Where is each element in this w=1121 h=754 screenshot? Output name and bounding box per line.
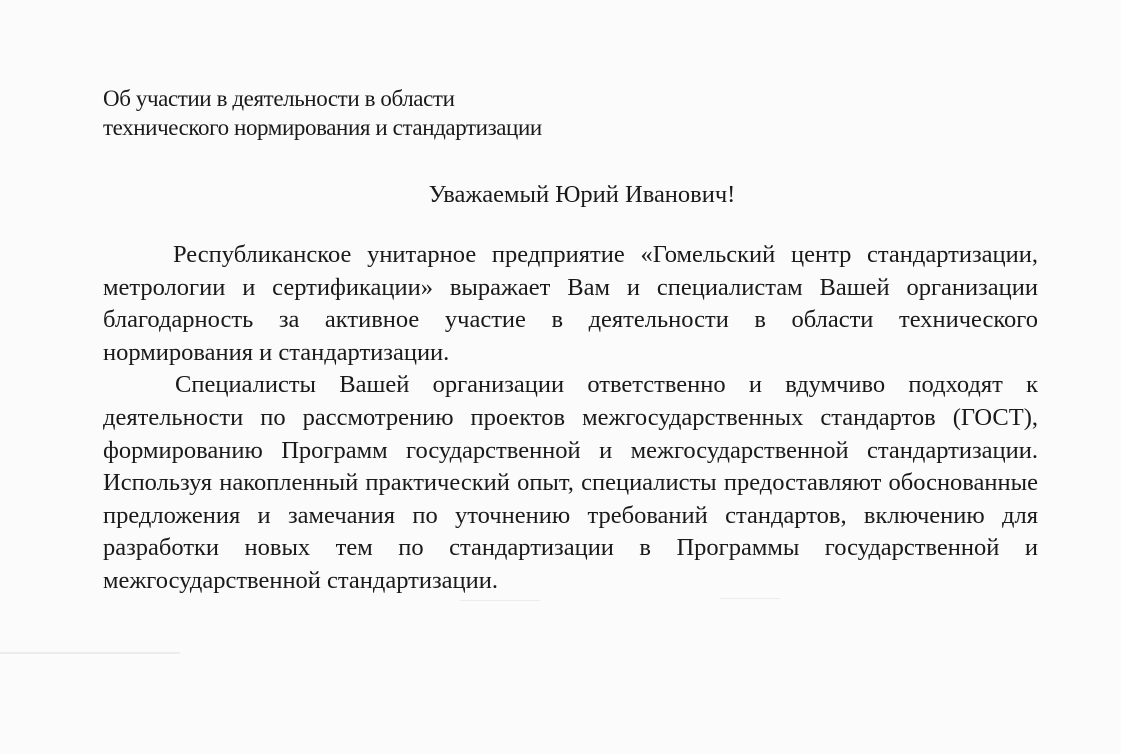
- letter-body: [103, 239, 1038, 598]
- letter-salutation: Уважаемый Юрий Иванович!: [428, 181, 736, 208]
- body-paragraph-2: Специалисты Вашей организации ответственно и вдумчиво подходят к деятельности по рассмотрению проектов межгосударственных стандартов (ГОСТ), формированию Программ государственной и межгосударственной стандартизации. Используя накопленный практический опыт, специалисты предоставляют обоснованные предложения и замечания по уточнению требований стандартов, включению для разработки новых тем по стандартизации в Программы государственной и межгосударственной стандартизации.: [103, 371, 1038, 594]
- scan-mark: [460, 600, 540, 601]
- scan-mark: [0, 652, 180, 654]
- body-paragraph-1: Республиканское унитарное предприятие «Гомельский центр стандартизации, метрологии и сертификации» выражает Вам и специалистам Вашей организации благодарность за активное участие в деятельности в области технического нормирования и стандартизации.: [103, 241, 1038, 366]
- scan-mark: [720, 598, 780, 599]
- letter-subject: [103, 84, 542, 142]
- subject-line-1: Об участии в деятельности в области: [103, 86, 455, 111]
- subject-line-2: технического нормирования и стандартизации: [103, 115, 542, 140]
